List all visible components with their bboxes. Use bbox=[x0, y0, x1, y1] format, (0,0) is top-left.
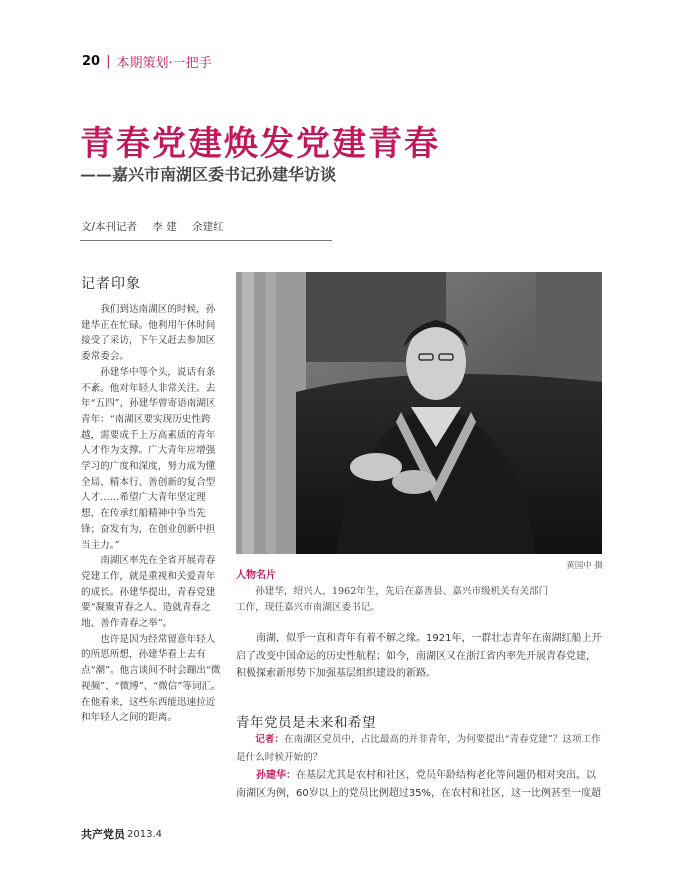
portrait-photo-graphic bbox=[236, 272, 602, 554]
page-header bbox=[82, 52, 212, 71]
intro-paragraph: 南湖，似乎一直和青年有着不解之缘。1921年，一群壮志青年在南湖红船上开启了改变中国命运的历史性航程；如今，南湖区又在浙江省内率先开展青春党建，积极探索新形势下加强基层组织建设的新路。 bbox=[236, 633, 602, 679]
answer-text: 在基层尤其是农村和社区，党员年龄结构老化等问题仍相对突出。以南湖区为例，60岁以上的党员比例超过35%，在农村和社区，这一比例甚至一度超 bbox=[236, 770, 601, 799]
sidebar-paragraph: 也许是因为经常留意年轻人的所思所想，孙建华看上去有点“潮”。他言谈间不时会蹦出“微视频”、“微博”、“微信”等词汇。在他看来，这些东西能迅速拉近和年轻人之间的距离。 bbox=[81, 633, 221, 724]
question-speaker: 记者： bbox=[255, 734, 284, 745]
page-number: 20 bbox=[82, 54, 101, 69]
answer-speaker: 孙建华： bbox=[256, 770, 296, 781]
caption-title: 人物名片 bbox=[236, 570, 276, 581]
caption-body: 孙建华，绍兴人，1962年生，先后在嘉善县、嘉兴市级机关有关部门工作，现任嘉兴市南湖区委书记。 bbox=[236, 586, 549, 613]
author-name: 李 建 bbox=[152, 221, 177, 233]
section-label: 本期策划·一把手 bbox=[116, 56, 212, 71]
page-footer bbox=[81, 826, 162, 842]
sidebar-paragraph: 南湖区率先在全省开展青春党建工作，就是重视和关爱青年的成长。孙建华提出，青春党建要“凝聚青春之人、造就青春之地、善作青春之举”。 bbox=[81, 555, 216, 630]
issue-label: 2013.4 bbox=[127, 828, 162, 840]
byline-label: 文/本刊记者 bbox=[81, 221, 138, 233]
author-name: 余建红 bbox=[192, 221, 224, 233]
question-paragraph bbox=[236, 731, 602, 767]
sidebar-heading: 记者印象 bbox=[81, 276, 141, 292]
magazine-name: 共产党员 bbox=[81, 828, 125, 841]
sidebar-paragraph: 孙建华中等个头，说话有条不紊。他对年轻人非常关注。去年“五四”，孙建华曾寄语南湖区青年：“南湖区要实现历史性跨越，需要成千上万高素质的青年人才作为支撑。广大青年应增强学习的广度和深度，努力成为懂全局、精本行、善创新的复合型人才……希望广大青年坚定理想，在传承红船精神中争当先锋；奋发有为，在创业创新中担当主力。” bbox=[81, 366, 216, 551]
header-separator: | bbox=[106, 54, 111, 69]
portrait-photo bbox=[236, 272, 602, 554]
answer-paragraph bbox=[236, 767, 602, 803]
sidebar-paragraph: 我们到达南湖区的时候，孙建华正在忙碌。他利用午休时间接受了采访，下午又赶去参加区委常委会。 bbox=[81, 304, 216, 363]
photo-credit: 黄国中 摄 bbox=[566, 561, 603, 571]
article-title: 青春党建焕发党建青春 bbox=[80, 124, 440, 164]
sidebar-column bbox=[81, 302, 221, 726]
section-heading: 青年党员是未来和希望 bbox=[236, 715, 376, 731]
article-subtitle: ——嘉兴市南湖区委书记孙建华访谈 bbox=[80, 165, 337, 184]
question-text: 在南湖区党员中，占比最高的并非青年，为何要提出“青春党建”？这项工作是什么时候开始的？ bbox=[236, 734, 601, 763]
byline bbox=[81, 219, 236, 234]
byline-divider bbox=[80, 240, 332, 241]
